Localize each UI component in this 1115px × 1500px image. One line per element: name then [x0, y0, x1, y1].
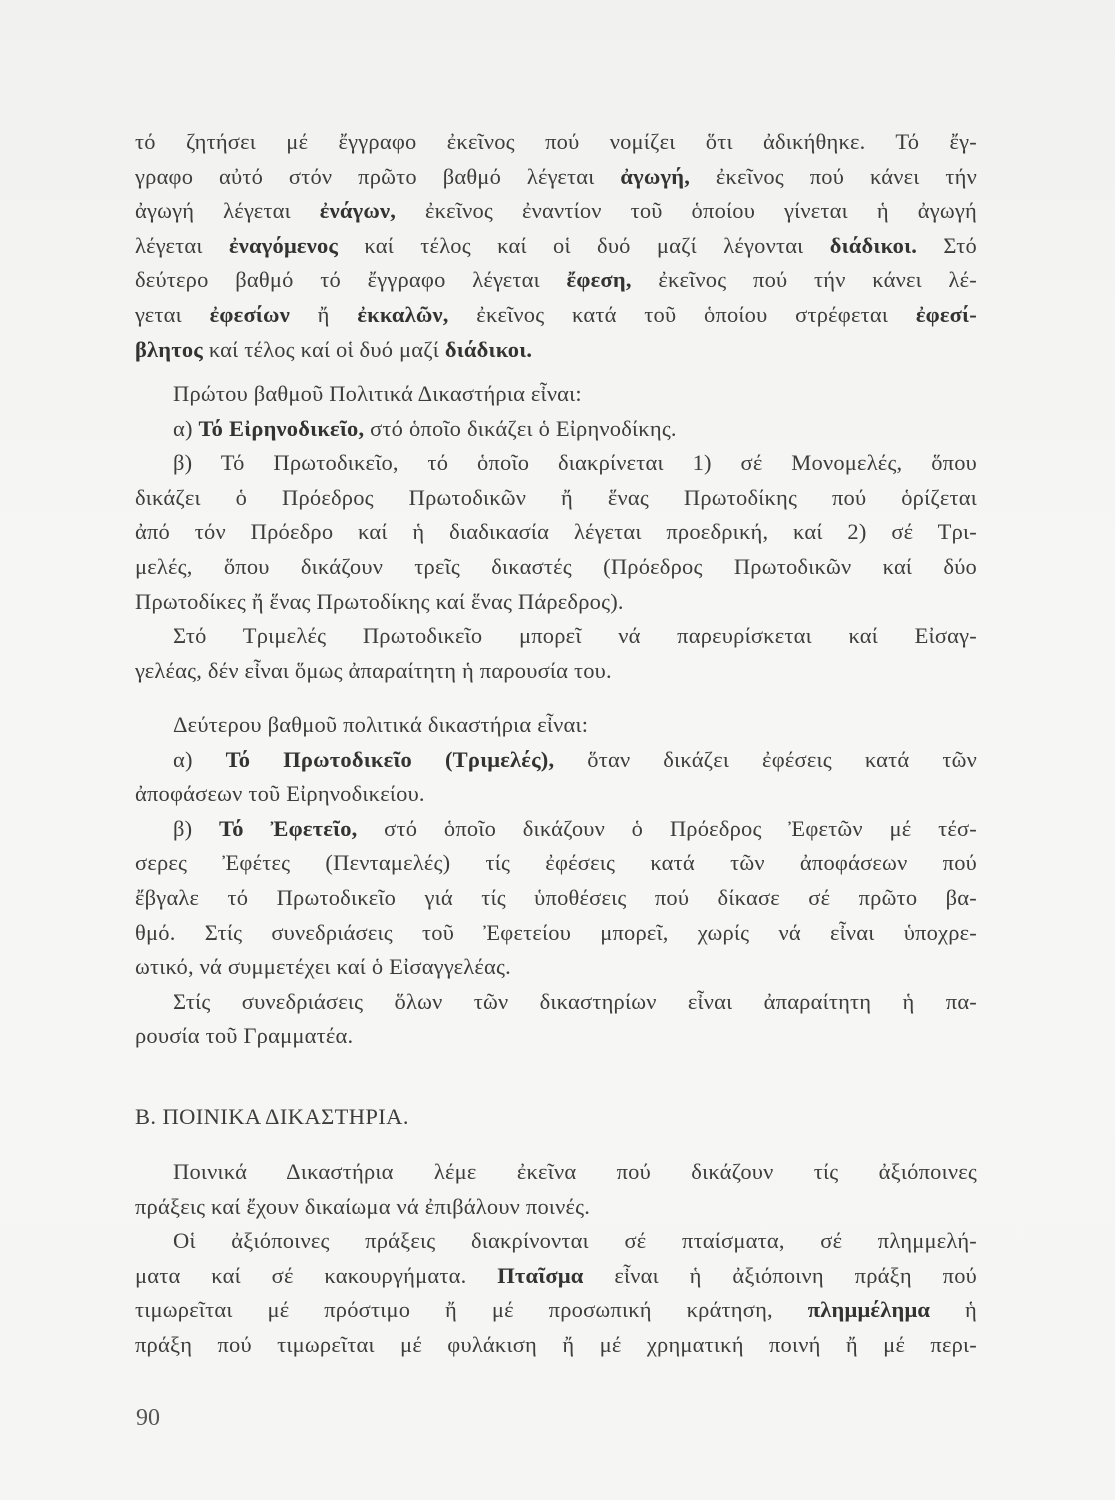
text-line — [135, 377, 977, 412]
text-line — [135, 916, 977, 951]
paragraph-block-first-instance-courts — [135, 377, 977, 688]
bold-term: πλημμέλημα — [807, 1297, 931, 1323]
text-segment: α) — [173, 415, 199, 441]
text-segment: Δεύτερου βαθμοῦ πολιτικά δικαστήρια εἶναι: — [173, 712, 589, 737]
text-segment: γραφο αὐτό στόν πρῶτο βαθμό λέγεται — [135, 163, 621, 189]
text-line — [135, 950, 977, 985]
text-line — [135, 1190, 977, 1225]
text-line — [135, 1259, 977, 1294]
bold-term: Πταῖσμα — [497, 1262, 584, 1288]
text-segment: ἤ — [289, 301, 358, 327]
text-line — [135, 333, 977, 368]
text-line — [135, 446, 977, 481]
text-segment: ἔβγαλε τό Πρωτοδικεῖο γιά τίς ὑποθέσεις πού δίκασε σέ πρῶτο βα- — [135, 884, 977, 910]
text-segment: Στό — [917, 232, 977, 258]
text-line — [135, 194, 977, 229]
text-segment: Πρωτοδίκες ἤ ἕνας Πρωτοδίκης καί ἕνας Πάρεδρος). — [135, 588, 624, 614]
text-segment: Στό Τριμελές Πρωτοδικεῖο μπορεῖ νά παρευρίσκεται καί Εἰσαγ- — [173, 623, 977, 649]
text-segment: γεται — [135, 301, 210, 327]
text-segment: στό ὁποῖο δικάζουν ὁ Πρόεδρος Ἐφετῶν μέ τέσ- — [357, 815, 977, 841]
bold-term: διάδικοι. — [444, 336, 533, 362]
text-segment: β) — [173, 815, 220, 841]
text-line — [135, 125, 977, 160]
text-line — [135, 229, 977, 264]
text-line — [135, 1019, 977, 1054]
text-segment: ἐκεῖνος πού κάνει τήν — [690, 163, 977, 189]
text-segment: σερες Ἐφέτες (Πενταμελές) τίς ἐφέσεις κατά τῶν ἀποφάσεων πού — [135, 850, 977, 876]
text-segment: θμό. Στίς συνεδριάσεις τοῦ Ἐφετείου μπορεῖ, χωρίς νά εἶναι ὑποχρε- — [135, 919, 977, 945]
text-segment: καί τέλος καί οἱ δυό μαζί — [203, 336, 445, 362]
text-line — [135, 619, 977, 654]
text-segment: ἐκεῖνος κατά τοῦ ὁποίου στρέφεται — [448, 301, 916, 327]
text-line — [135, 1224, 977, 1259]
text-segment: πράξη πού τιμωρεῖται μέ φυλάκιση ἤ μέ χρηματική ποινή ἤ μέ περι- — [135, 1331, 977, 1357]
text-segment: εἶναι ἡ ἀξιόποινη πράξη πού — [583, 1262, 977, 1288]
text-segment: καί τέλος καί οἱ δυό μαζί λέγονται — [338, 232, 830, 258]
text-segment: ματα καί σέ κακουργήματα. — [135, 1262, 498, 1288]
bold-term: ἀγωγή, — [620, 163, 691, 189]
paragraph-block-second-instance-courts — [135, 708, 977, 1054]
bold-term: ἐφεσί- — [915, 301, 977, 327]
bold-term: Τό Ἐφετεῖο, — [219, 815, 358, 841]
text-line — [135, 515, 977, 550]
text-segment: Στίς συνεδριάσεις ὅλων τῶν δικαστηρίων εἶναι ἀπαραίτητη ἡ πα- — [173, 988, 977, 1014]
text-segment: τιμωρεῖται μέ πρόστιμο ἤ μέ προσωπική κράτηση, — [135, 1297, 808, 1323]
text-segment: στό ὁποῖο δικάζει ὁ Εἰρηνοδίκης. — [364, 415, 677, 441]
text-line — [135, 550, 977, 585]
text-line — [135, 743, 977, 778]
text-line — [135, 777, 977, 812]
text-segment: ἐκεῖνος πού τήν κάνει λέ- — [631, 267, 977, 293]
text-line — [135, 846, 977, 881]
text-segment: λέγεται — [135, 232, 229, 258]
section-heading-criminal-courts: Β. ΠΟΙΝΙΚΑ ΔΙΚΑΣΤΗΡΙΑ. — [135, 1104, 409, 1129]
text-line — [135, 1293, 977, 1328]
bold-term: ἔφεση, — [566, 267, 632, 293]
bold-term: ἐναγόμενος — [228, 232, 339, 258]
bold-term: Τό Εἰρηνοδικεῖο, — [198, 415, 365, 441]
text-segment: δεύτερο βαθμό τό ἔγγραφο λέγεται — [135, 267, 567, 293]
text-segment: Ποινικά Δικαστήρια λέμε ἐκεῖνα πού δικάζουν τίς ἀξιόποινες — [173, 1159, 977, 1184]
text-segment: μελές, ὅπου δικάζουν τρεῖς δικαστές (Πρόεδρος Πρωτοδικῶν καί δύο — [135, 553, 977, 579]
text-segment: τό ζητήσει μέ ἔγγραφο ἐκεῖνος πού νομίζει ὅτι ἀδικήθηκε. Τό ἔγ- — [135, 129, 977, 154]
text-segment: δικάζει ὁ Πρόεδρος Πρωτοδικῶν ἤ ἕνας Πρωτοδίκης πού ὁρίζεται — [135, 484, 977, 510]
text-segment: ἐκεῖνος ἐναντίον τοῦ ὁποίου γίνεται ἡ ἀγωγή — [396, 198, 977, 224]
text-line — [135, 585, 977, 620]
text-segment: Πρώτου βαθμοῦ Πολιτικά Δικαστήρια εἶναι: — [173, 381, 582, 406]
paragraph-block-criminal-offenses — [135, 1155, 977, 1363]
text-line — [135, 263, 977, 298]
page-number: 90 — [136, 1405, 160, 1431]
text-segment: Οἱ ἀξιόποινες πράξεις διακρίνονται σέ πταίσματα, σέ πλημμελή- — [173, 1228, 977, 1254]
text-line — [135, 812, 977, 847]
text-segment: ἀγωγή λέγεται — [135, 198, 320, 224]
bold-term: ἐφεσίων — [209, 301, 290, 327]
text-segment: ωτικό, νά συμμετέχει καί ὁ Εἰσαγγελέας. — [135, 954, 511, 980]
bold-term: ἐνάγων, — [319, 198, 397, 224]
paragraph-block-civil-procedure — [135, 125, 977, 367]
text-line — [135, 708, 977, 743]
text-line — [135, 654, 977, 689]
text-segment: α) — [173, 746, 226, 772]
bold-term: ἐκκαλῶν, — [357, 301, 449, 327]
text-line — [135, 412, 977, 447]
text-segment: ἀπό τόν Πρόεδρο καί ἡ διαδικασία λέγεται προεδρική, καί 2) σέ Τρι- — [135, 519, 977, 545]
text-segment: ὅταν δικάζει ἐφέσεις κατά τῶν — [554, 746, 977, 772]
text-line — [135, 1155, 977, 1190]
text-segment: β) Τό Πρωτοδικεῖο, τό ὁποῖο διακρίνεται 1) σέ Μονομελές, ὅπου — [173, 450, 977, 476]
text-line — [135, 481, 977, 516]
bold-term: διάδικοι. — [829, 232, 918, 258]
text-line — [135, 881, 977, 916]
bold-term: Τό Πρωτοδικεῖο (Τριμελές), — [225, 746, 555, 772]
text-line — [135, 1328, 977, 1363]
text-line — [135, 985, 977, 1020]
text-segment: ἀποφάσεων τοῦ Εἰρηνοδικείου. — [135, 781, 425, 807]
text-line — [135, 160, 977, 195]
text-segment: πράξεις καί ἔχουν δικαίωμα νά ἐπιβάλουν ποινές. — [135, 1193, 591, 1219]
text-segment: γελέας, δέν εἶναι ὅμως ἀπαραίτητη ἡ παρουσία του. — [135, 657, 612, 683]
bold-term: βλητος — [135, 336, 203, 362]
text-line — [135, 298, 977, 333]
text-segment: ἡ — [930, 1297, 977, 1323]
text-segment: ρουσία τοῦ Γραμματέα. — [135, 1023, 354, 1049]
